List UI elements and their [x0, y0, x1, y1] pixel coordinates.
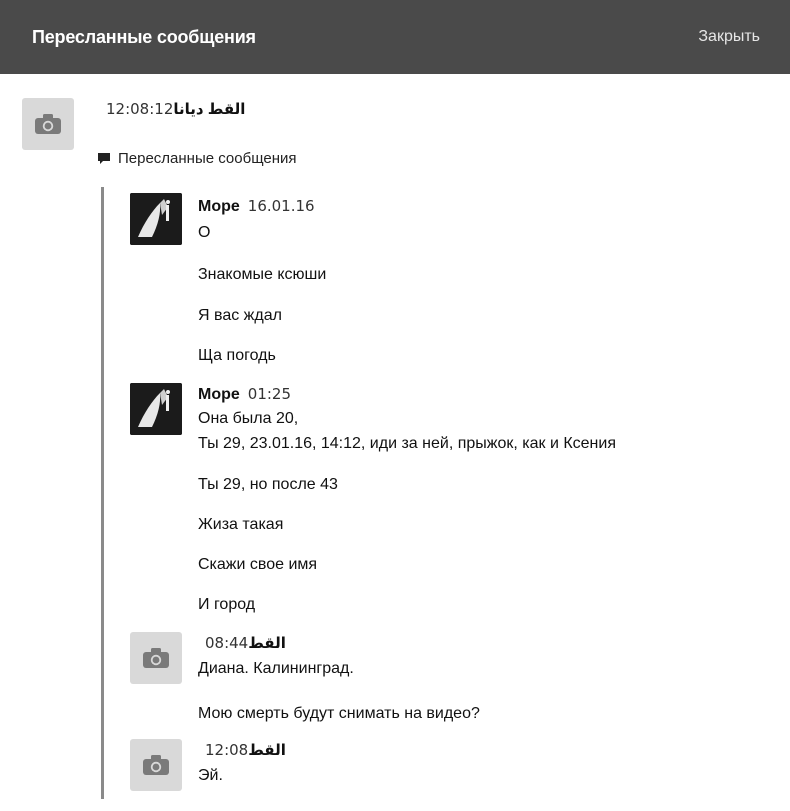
- author-name[interactable]: القط ديانا: [173, 101, 246, 118]
- camera-avatar[interactable]: [22, 98, 74, 150]
- top-message-meta: [106, 100, 245, 118]
- message-time: 12:08:12: [106, 100, 174, 118]
- message-text: Ща погодь: [198, 347, 276, 364]
- message-text: Жиза такая: [198, 516, 284, 533]
- forwarded-border: [101, 187, 104, 799]
- author-name[interactable]: Море: [198, 386, 240, 403]
- message-text: Скажи свое имя: [198, 556, 318, 573]
- message-text: Ты 29, но после 43: [198, 476, 338, 493]
- message-text: Я вас ждал: [198, 307, 282, 324]
- message-time: 01:25: [247, 385, 292, 403]
- message-text: Диана. Калининград.: [198, 660, 354, 677]
- profile-photo-icon: [130, 383, 182, 435]
- message-time: 08:44: [205, 634, 249, 652]
- author-name[interactable]: القط: [248, 635, 286, 652]
- forwarded-label-text: Пересланные сообщения: [118, 150, 297, 167]
- message-text: Эй.: [198, 767, 223, 784]
- forwarded-label: [97, 150, 297, 167]
- message-text: Она была 20,: [198, 410, 299, 427]
- profile-photo-icon: [130, 193, 182, 245]
- camera-icon: [142, 754, 170, 776]
- camera-avatar[interactable]: [130, 739, 182, 791]
- user-avatar[interactable]: [130, 383, 182, 435]
- message-text: И город: [198, 596, 256, 613]
- user-avatar[interactable]: [130, 193, 182, 245]
- author-name[interactable]: Море: [198, 198, 240, 215]
- dialog-header: [0, 0, 790, 74]
- message-text: О: [198, 224, 211, 241]
- message-meta: [205, 741, 286, 759]
- dialog-title: Пересланные сообщения: [32, 26, 256, 47]
- message-meta: [205, 634, 286, 652]
- message-time: 16.01.16: [247, 197, 315, 215]
- message-meta: [198, 385, 291, 404]
- message-text: Мою смерть будут снимать на видео?: [198, 705, 480, 722]
- camera-icon: [34, 113, 62, 135]
- comment-icon: [97, 152, 111, 165]
- message-meta: [198, 197, 315, 216]
- camera-icon: [142, 647, 170, 669]
- message-text: Знакомые ксюши: [198, 266, 327, 283]
- author-name[interactable]: القط: [248, 742, 286, 759]
- camera-avatar[interactable]: [130, 632, 182, 684]
- message-time: 12:08: [205, 741, 249, 759]
- message-text: Ты 29, 23.01.16, 14:12, иди за ней, прыжок, как и Ксения: [198, 435, 616, 452]
- close-button[interactable]: Закрыть: [698, 28, 760, 45]
